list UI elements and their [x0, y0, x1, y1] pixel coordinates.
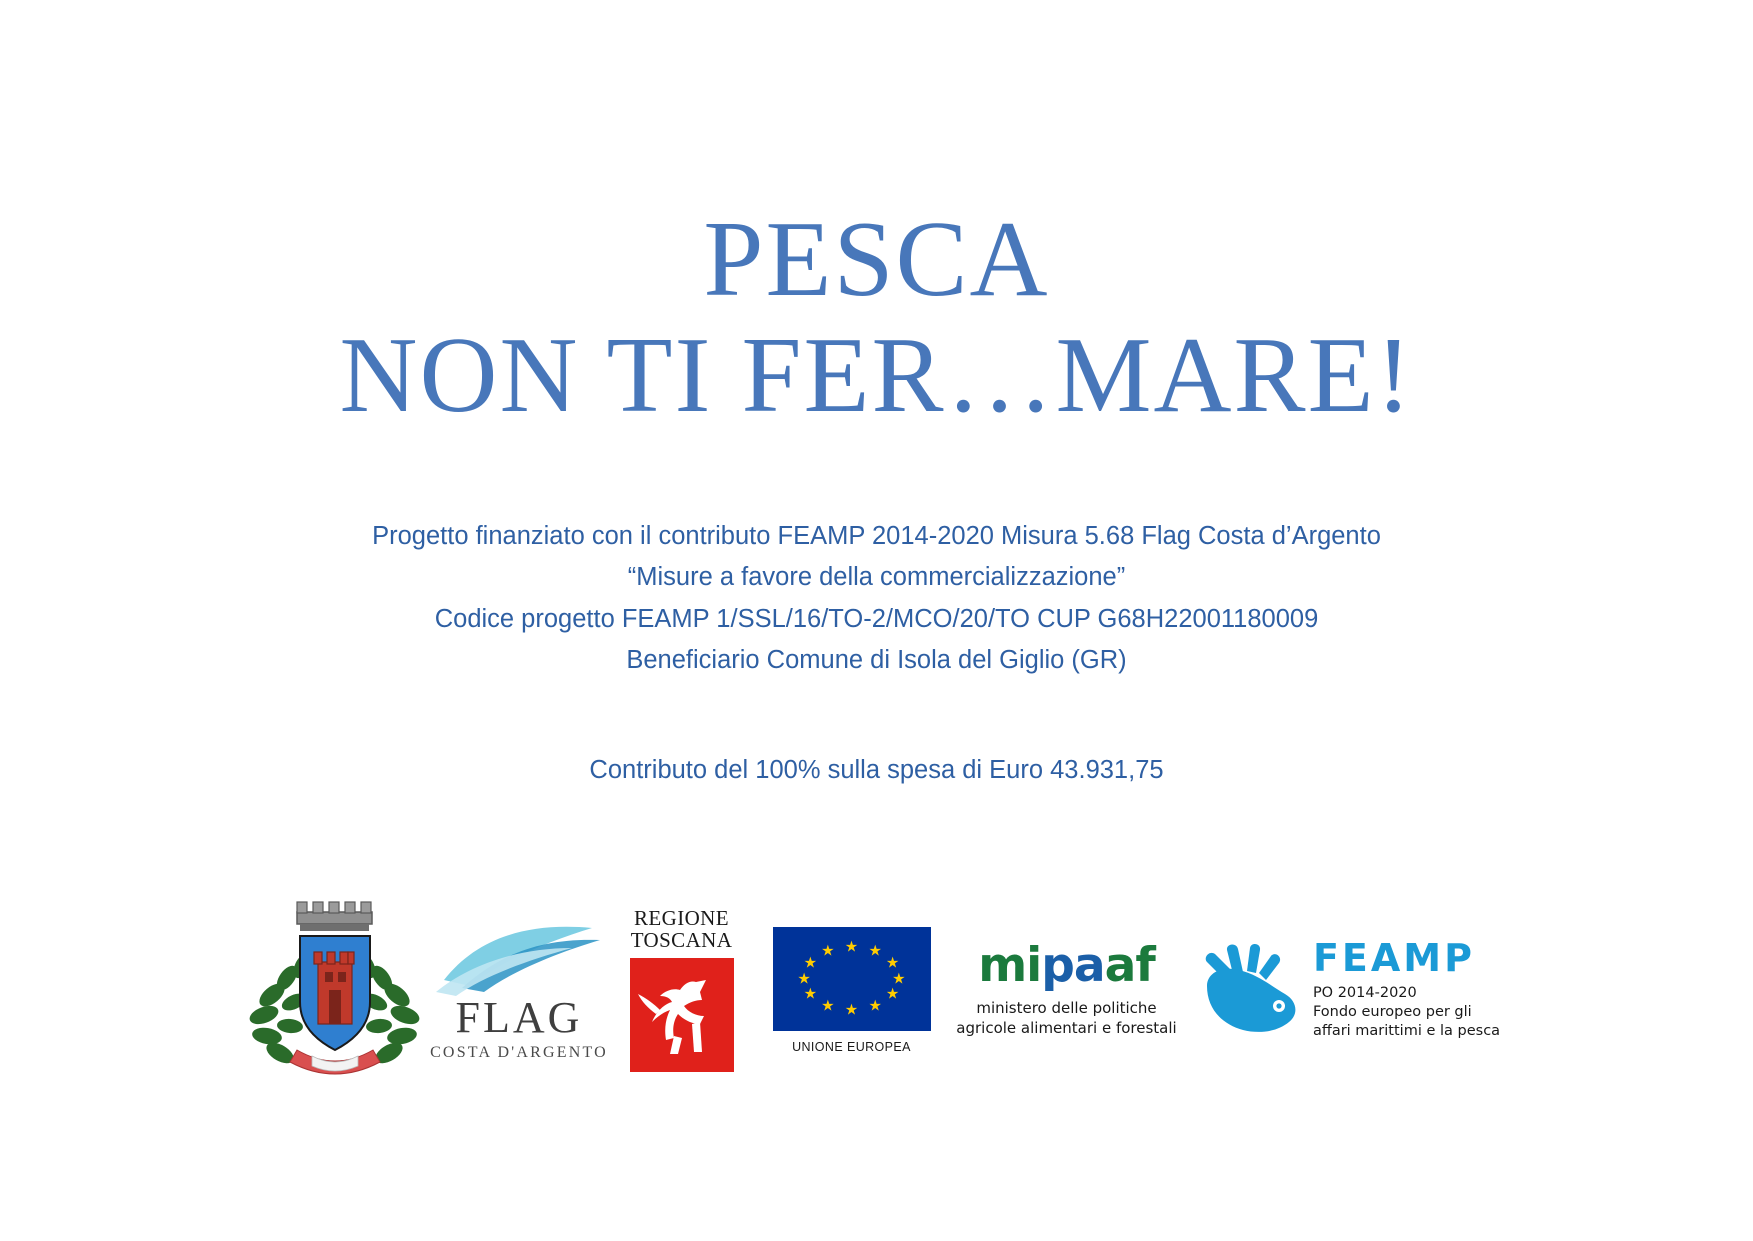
funding-line-1: Progetto finanziato con il contributo FEAMP 2014-2020 Misura 5.68 Flag Costa d’Argento — [372, 522, 1381, 550]
page-title — [0, 200, 1753, 436]
feamp-logo — [1182, 905, 1512, 1075]
contribution-text: Contributo del 100% sulla spesa di Euro 43.931,75 — [589, 756, 1164, 784]
mipaaf-wordmark — [978, 937, 1155, 993]
feamp-subtitle-3: affari marittimi e la pesca — [1312, 1023, 1501, 1040]
mipaaf-mi: mi — [978, 937, 1042, 993]
flag-costa-dargento-logo — [427, 905, 612, 1075]
title-line-1: PESCA — [703, 200, 1050, 319]
logo-row — [0, 880, 1753, 1100]
flag-logo-subtitle: COSTA D'ARGENTO — [430, 1044, 608, 1061]
funding-line-4: Beneficiario Comune di Isola del Giglio (GR) — [626, 645, 1127, 674]
feamp-subtitle-2: Fondo europeo per gli — [1312, 1003, 1472, 1020]
feamp-subtitle-1: PO 2014-2020 — [1312, 984, 1417, 1001]
title-line-2: NON TI FER…MARE! — [339, 316, 1414, 436]
feamp-fish-hand-icon — [1193, 942, 1303, 1038]
eu-flag-icon: ★ ★ ★ ★ ★ ★ ★ ★ ★ ★ ★ ★ — [773, 927, 931, 1031]
funding-line-2: “Misure a favore della commercializzazione” — [627, 563, 1126, 592]
comune-crest-icon — [242, 890, 427, 1090]
regione-toscana-logo — [612, 895, 752, 1085]
regione-toscana-line-2: TOSCANA — [630, 928, 733, 952]
pegasus-icon — [630, 958, 734, 1072]
regione-toscana-line-1: REGIONE — [634, 906, 729, 931]
mipaaf-pa: pa — [1041, 937, 1105, 993]
mipaaf-af: af — [1104, 937, 1155, 993]
mipaaf-subtitle-1: ministero delle politiche — [976, 998, 1157, 1017]
mipaaf-logo — [952, 905, 1182, 1075]
flag-logo-word: FLAG — [455, 993, 583, 1042]
eu-caption: UNIONE EUROPEA — [792, 1039, 911, 1054]
feamp-wordmark: FEAMP — [1312, 935, 1475, 980]
mipaaf-subtitle-2: agricole alimentari e forestali — [956, 1019, 1177, 1037]
funding-line-3: Codice progetto FEAMP 1/SSL/16/TO-2/MCO/20/TO CUP G68H22001180009 — [434, 604, 1319, 633]
flag-wave-icon — [432, 918, 607, 996]
unione-europea-logo — [752, 905, 952, 1075]
funding-paragraph — [0, 516, 1753, 681]
